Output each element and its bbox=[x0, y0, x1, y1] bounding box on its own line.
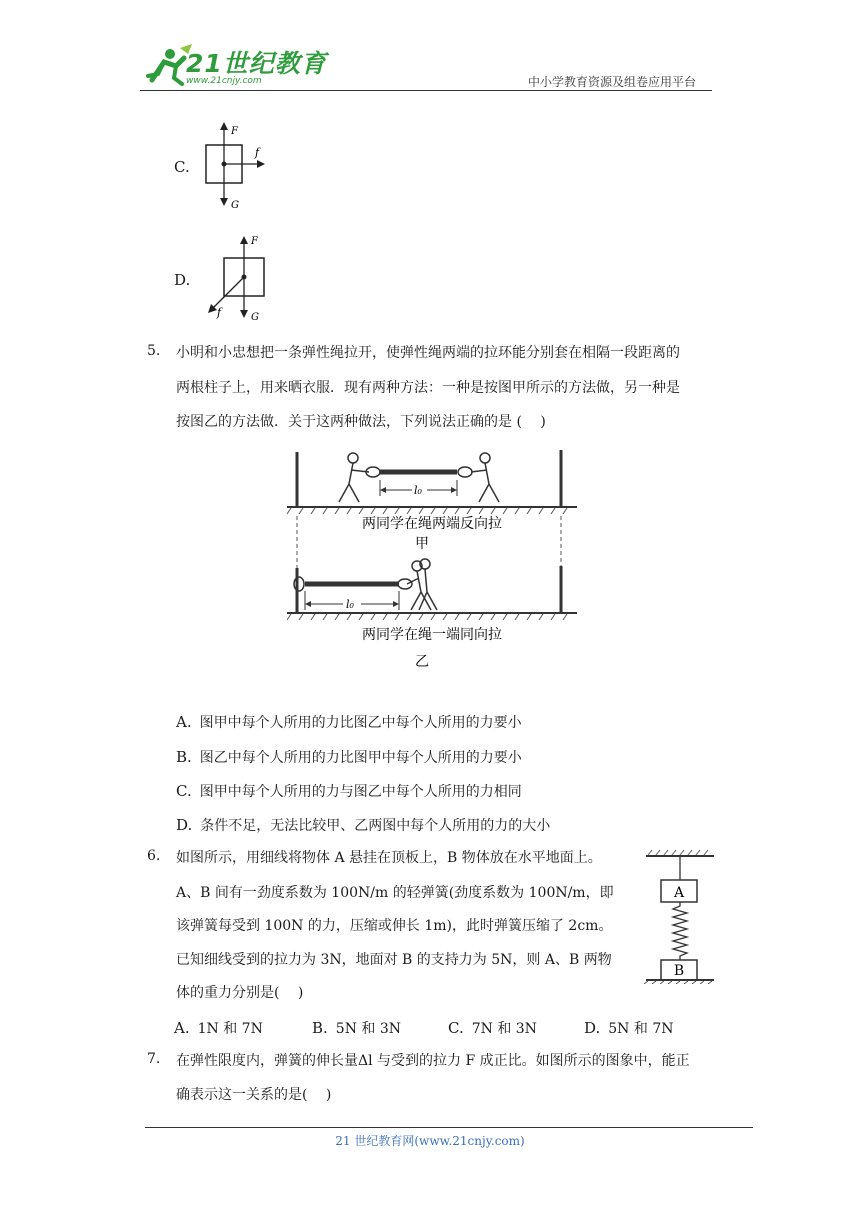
question-6-choice-c: C. 7N 和 3N bbox=[448, 1019, 537, 1037]
block-b: B bbox=[673, 963, 685, 979]
question-7-text-line: 在弹性限度内，弹簧的伸长量Δl 与受到的拉力 F 成正比。如图所示的图象中，能正 bbox=[176, 1053, 690, 1069]
force-label-f: f bbox=[255, 146, 260, 159]
force-label-f: f bbox=[217, 306, 222, 319]
force-label-F: F bbox=[251, 236, 258, 247]
question-6-text-line: 该弹簧每受到 100N 的力，压缩或伸长 1m)，此时弹簧压缩了 2cm。 bbox=[176, 918, 613, 934]
question-6-choice-b: B. 5N 和 3N bbox=[312, 1019, 402, 1037]
question-6-text-line: 体的重力分别是( ) bbox=[176, 985, 304, 1001]
option-c-label: C. bbox=[174, 158, 190, 176]
force-label-G: G bbox=[231, 200, 239, 211]
question-5-text-line: 按图乙的方法做．关于这两种做法，下列说法正确的是 ( ) bbox=[176, 414, 546, 430]
force-label-F: F bbox=[231, 126, 238, 137]
footer-divider bbox=[145, 1127, 753, 1128]
force-diagram-d bbox=[195, 228, 275, 328]
force-diagram-c bbox=[195, 118, 275, 218]
header-divider bbox=[140, 90, 712, 91]
question-5-choice-b: B. 图乙中每个人所用的力比图甲中每个人所用的力要小 bbox=[176, 748, 522, 766]
question-6-choice-d: D. 5N 和 7N bbox=[584, 1019, 674, 1037]
caption-b: 两同学在绳一端同向拉 bbox=[362, 627, 502, 643]
question-5-choice-c: C. 图甲中每个人所用的力与图乙中每个人所用的力相同 bbox=[176, 782, 522, 800]
label-jia: 甲 bbox=[415, 536, 429, 552]
logo-text: 21世纪教育 bbox=[186, 49, 327, 78]
question-5-number: 5. bbox=[147, 343, 161, 359]
platform-title: 中小学教育资源及组卷应用平台 bbox=[528, 75, 697, 89]
footer-link[interactable]: 21 世纪教育网(www.21cnjy.com) bbox=[335, 1134, 525, 1148]
question-7-number: 7. bbox=[147, 1051, 161, 1067]
question-5-text-line: 两根柱子上，用来晒衣服．现有两种方法：一种是按图甲所示的方法做，另一种是 bbox=[176, 380, 680, 396]
question-5-choice-a: A. 图甲中每个人所用的力比图乙中每个人所用的力要小 bbox=[176, 713, 522, 731]
question-5-figure bbox=[287, 446, 577, 682]
label-yi: 乙 bbox=[415, 654, 429, 670]
question-7-text-line: 确表示这一关系的是( ) bbox=[176, 1087, 332, 1103]
logo-url: www.21cnjy.com bbox=[186, 76, 262, 86]
question-6-choice-a: A. 1N 和 7N bbox=[174, 1019, 263, 1037]
option-d-label: D. bbox=[174, 271, 191, 289]
question-6-text-line: 已知细线受到的拉力为 3N，地面对 B 的支持力为 5N，则 A、B 两物 bbox=[176, 952, 612, 968]
length-label: l₀ bbox=[414, 484, 422, 497]
question-6-spring-figure bbox=[640, 848, 720, 984]
question-5-text-line: 小明和小忠想把一条弹性绳拉开，使弹性绳两端的拉环能分别套在相隔一段距离的 bbox=[176, 345, 680, 361]
question-6-text-line: 如图所示，用细线将物体 A 悬挂在顶板上，B 物体放在水平地面上。 bbox=[176, 850, 602, 866]
question-6-text-line: A、B 间有一劲度系数为 100N/m 的轻弹簧(劲度系数为 100N/m，即 bbox=[176, 885, 614, 901]
block-a: A bbox=[673, 885, 685, 901]
length-label: l₀ bbox=[346, 598, 354, 611]
force-label-G: G bbox=[251, 312, 259, 323]
question-6-number: 6. bbox=[147, 848, 161, 864]
caption-a: 两同学在绳两端反向拉 bbox=[362, 516, 502, 532]
question-5-choice-d: D. 条件不足，无法比较甲、乙两图中每个人所用的力的大小 bbox=[176, 816, 551, 834]
